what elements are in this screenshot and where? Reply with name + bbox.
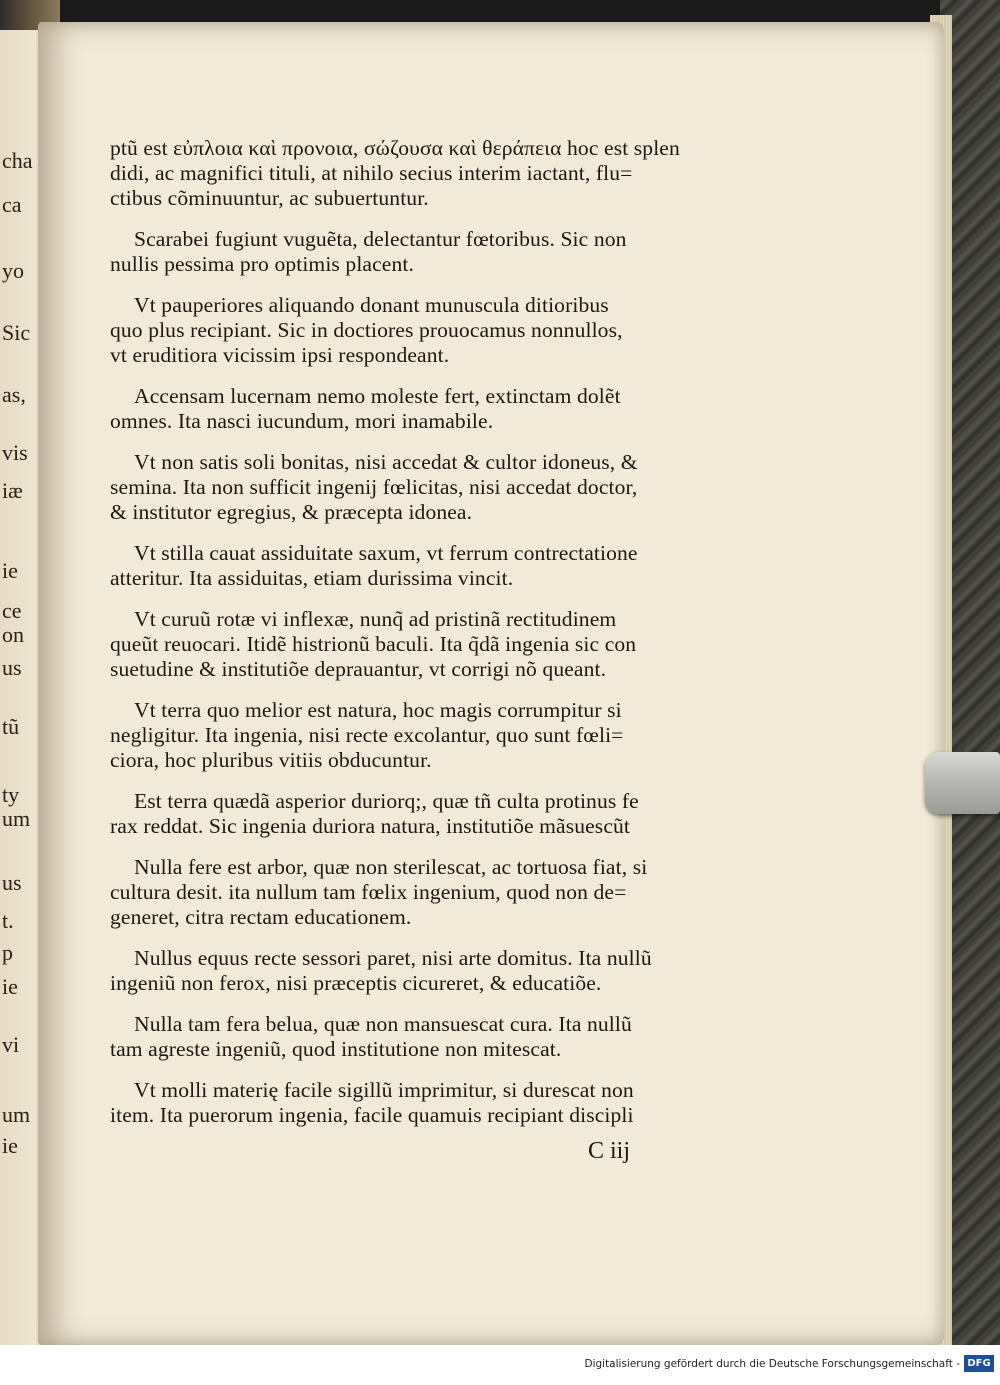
text-line: Vt stilla cauat assiduitate saxum, vt ferrum contrectatione [134, 541, 638, 565]
paragraph [110, 450, 720, 525]
text-line: didi, ac magnifici tituli, at nihilo secius interim iactant, flu= [110, 161, 633, 185]
paragraph [110, 789, 720, 839]
left-page-fragment: vis [2, 440, 28, 465]
book-clasp [925, 752, 1000, 814]
paragraph [110, 946, 720, 996]
text-line: item. Ita puerorum ingenia, facile quamuis recipiant discipli [110, 1103, 634, 1127]
text-line: ingeniũ non ferox, nisi præceptis cicureret, & educatiõe. [110, 971, 602, 995]
footer-credit: Digitalisierung gefördert durch die Deutsche Forschungsgemeinschaft - [584, 1358, 960, 1370]
text-line: nullis pessima pro optimis placent. [110, 252, 414, 276]
text-line: negligitur. Ita ingenia, nisi recte excolantur, quo sunt fœli= [110, 723, 624, 747]
left-page-fragment: p [2, 940, 13, 965]
text-line: Vt molli materię facile sigillũ imprimitur, si durescat non [134, 1078, 634, 1102]
text-line: Vt pauperiores aliquando donant munuscula ditioribus [134, 293, 609, 317]
paragraph [110, 1078, 720, 1128]
paragraph [110, 227, 720, 277]
text-line: tam agreste ingeniũ, quod institutione non mitescat. [110, 1037, 562, 1061]
left-page-fragment: ie [2, 558, 18, 583]
text-line: atteritur. Ita assiduitas, etiam durissima vincit. [110, 566, 514, 590]
signature-mark: C iij [588, 1138, 631, 1164]
digitization-footer [0, 1345, 1000, 1385]
left-page-fragment: ca [2, 192, 22, 217]
page-text [110, 136, 720, 1144]
text-line: vt eruditiora vicissim ipsi respondeant. [110, 343, 450, 367]
paragraph [110, 607, 720, 682]
text-line: queũt reuocari. Itidẽ histrionũ baculi. Ita q̃dã ingenia sic con [110, 632, 637, 656]
text-line: Accensam lucernam nemo moleste fert, extinctam dolẽt [134, 384, 621, 408]
dfg-logo: DFG [964, 1355, 994, 1372]
paragraph [110, 136, 720, 211]
text-line: cultura desit. ita nullum tam fœlix ingenium, quod non de= [110, 880, 627, 904]
left-page-fragment: ie [2, 1133, 18, 1158]
text-line: Scarabei fugiunt vuguẽta, delectantur fœtoribus. Sic non [134, 227, 627, 251]
left-page-fragment: um [2, 1102, 31, 1127]
left-page-fragment: iæ [2, 478, 23, 503]
text-line: Nulla tam fera belua, quæ non mansuescat cura. Ita nullũ [134, 1012, 632, 1036]
paragraph [110, 541, 720, 591]
text-line: ptũ est εὐπλοια καὶ προνοια, σώζουσα καὶ θεράπεια hoc est splen [110, 136, 680, 160]
text-line: semina. Ita non sufficit ingenij fœlicitas, nisi accedat doctor, [110, 475, 638, 499]
left-page-fragment: t. [2, 908, 14, 933]
text-line: Nulla fere est arbor, quæ non sterilescat, ac tortuosa fiat, si [134, 855, 648, 879]
text-line: generet, citra rectam educationem. [110, 905, 412, 929]
text-line: Vt non satis soli bonitas, nisi accedat & cultor idoneus, & [134, 450, 638, 474]
left-page-fragment: us [2, 655, 22, 680]
paragraph [110, 855, 720, 930]
left-page-fragment: vi [2, 1032, 20, 1057]
left-page-fragment: um [2, 806, 31, 831]
left-page-fragment: ce [2, 598, 22, 623]
left-page-fragment: us [2, 870, 22, 895]
left-page-fragment: Sic [2, 320, 31, 345]
text-line: rax reddat. Sic ingenia duriora natura, institutiõe mãsuescũt [110, 814, 630, 838]
text-line: Est terra quædã asperior duriorq;, quæ tñ culta protinus fe [134, 789, 639, 813]
text-line: Vt curuũ rotæ vi inflexæ, nunq̃ ad pristinã rectitudinem [134, 607, 617, 631]
left-page-fragment: on [2, 622, 24, 647]
text-line: Vt terra quo melior est natura, hoc magis corrumpitur si [134, 698, 622, 722]
left-page-fragment: yo [2, 258, 24, 283]
text-line: Nullus equus recte sessori paret, nisi arte domitus. Ita nullũ [134, 946, 652, 970]
text-line: omnes. Ita nasci iucundum, mori inamabile. [110, 409, 494, 433]
left-page-fragment: ty [2, 782, 20, 807]
text-line: quo plus recipiant. Sic in doctiores prouocamus nonnullos, [110, 318, 623, 342]
paragraph [110, 698, 720, 773]
left-page-fragment: ie [2, 974, 18, 999]
paragraph [110, 293, 720, 368]
paragraph [110, 1012, 720, 1062]
left-page-fragment: as, [2, 382, 26, 407]
text-line: ctibus cõminuuntur, ac subuertuntur. [110, 186, 429, 210]
text-line: suetudine & institutiõe deprauantur, vt corrigi nõ queant. [110, 657, 607, 681]
left-page-fragment: tũ [2, 714, 20, 739]
text-line: ciora, hoc pluribus vitiis obducuntur. [110, 748, 432, 772]
text-line: & institutor egregius, & præcepta idonea. [110, 500, 473, 524]
left-page-fragment: cha [2, 148, 33, 173]
paragraph [110, 384, 720, 434]
